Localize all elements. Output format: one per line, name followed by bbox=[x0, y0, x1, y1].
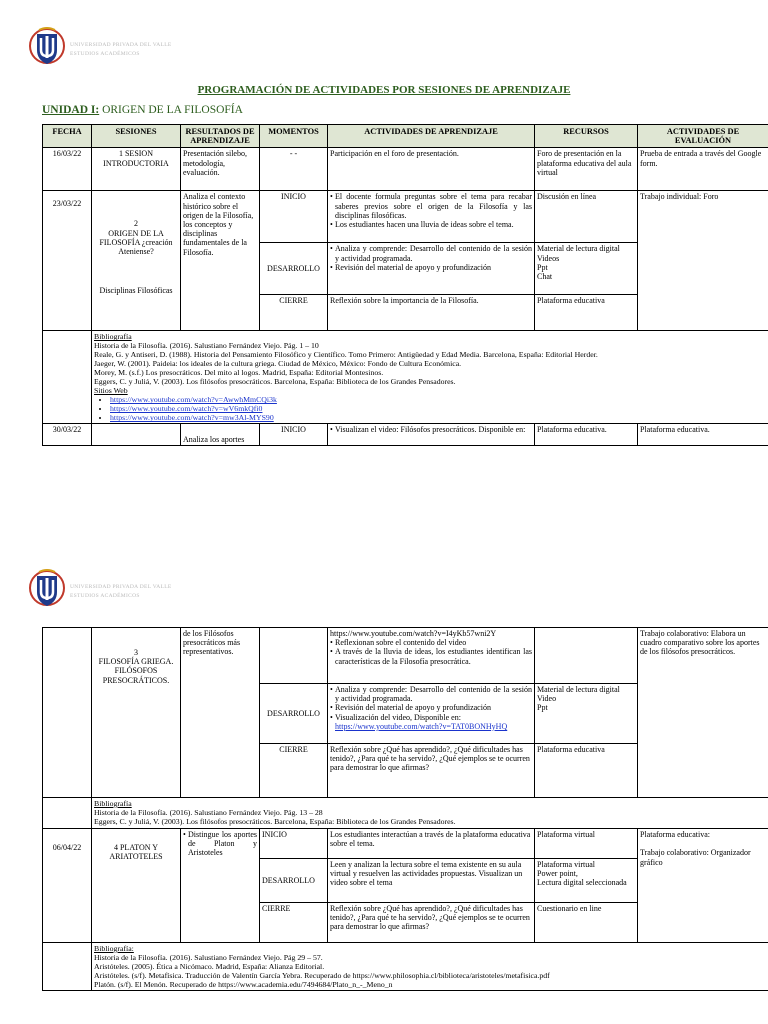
evaluation: Plataforma educativa: Trabajo colaborativo: Organizador gráfico bbox=[638, 829, 768, 943]
col-recursos: RECURSOS bbox=[535, 125, 638, 148]
session-name: 1 SESION INTRODUCTORIA bbox=[92, 148, 181, 191]
col-sesiones: SESIONES bbox=[92, 125, 181, 148]
learning-result: Analiza los aportes bbox=[181, 424, 260, 446]
bibliography: Bibliografía Historia de la Filosofía. (2016). Salustiano Fernández Viejo. Pág. 1 – 10 Reale, G. y Antiseri, D. (1988). Historia del Pensamiento Filosófico y Científico. Tomo Primero: Antigüedad y Edad Media. Barcelona, España: Editorial Herder. Jaeger, W. (2001). Paideia: los ideales de la cultura griega. Ciudad de México, México: Fondo de Cultura Económica. Morey, M. (s.f.) Los presocráticos. Del mito al logos. Madrid, España: Editorial Montesinos. Eggers, C. y Juliá, V. (2003). Los filósofos presocráticos. Barcelona, España: Biblioteca de los Grandes Pensadores. Sitios Web • https://www.youtube.com/watch?v=AwwhMmCQi3k • https://www.youtube.com/watch?v=wV6mkQfi0 • https://www.youtube.com/watch?v=mw3Al-MYS90 bbox=[92, 331, 768, 424]
table-row bbox=[43, 829, 768, 859]
col-actividades: ACTIVIDADES DE APRENDIZAJE bbox=[328, 125, 535, 148]
document-title: PROGRAMACIÓN DE ACTIVIDADES POR SESIONES DE APRENDIZAJE bbox=[197, 84, 571, 96]
website-link[interactable]: https://www.youtube.com/watch?v=wV6mkQfi0 bbox=[110, 404, 263, 414]
moment-cierre: CIERRE bbox=[260, 295, 328, 331]
table-row bbox=[43, 148, 768, 191]
evaluation: Prueba de entrada a través del Google form. bbox=[638, 148, 768, 191]
moment-cierre: CIERRE bbox=[260, 903, 328, 943]
col-momentos: MOMENTOS bbox=[260, 125, 328, 148]
activity: Reflexión sobre la importancia de la Filosofía. bbox=[328, 295, 535, 331]
table-header-row bbox=[43, 125, 768, 148]
activity: Participación en el foro de presentación. bbox=[328, 148, 535, 191]
unit-heading: UNIDAD I: ORIGEN DE LA FILOSOFÍA bbox=[42, 104, 243, 116]
moment: - - bbox=[260, 148, 328, 191]
session-date: 23/03/22 bbox=[43, 191, 92, 331]
resources: Material de lectura digital Video Ppt bbox=[535, 684, 638, 744]
table-row bbox=[43, 628, 768, 684]
moment-cierre: CIERRE bbox=[260, 744, 328, 798]
session-name: 3 FILOSOFÍA GRIEGA. FILÓSOFOS PRESOCRÁTICOS. bbox=[92, 628, 181, 798]
bibliography: Bibliografía Historia de la Filosofía. (2016). Salustiano Fernández Viejo. Pág. 13 – 28 Eggers, C. y Juliá, V. (2003). Los filósofos presocráticos. Barcelona, España: Biblioteca de los Grandes Pensadores. bbox=[92, 798, 768, 829]
resources: Plataforma educativa bbox=[535, 295, 638, 331]
evaluation: Trabajo individual: Foro bbox=[638, 191, 768, 331]
activity: Reflexión sobre ¿Qué has aprendido?, ¿Qué dificultades has tenido?, ¿Para qué te ha servido?, ¿Qué ejemplos se te ocurren para demostrar lo que afirmas? bbox=[328, 744, 535, 798]
resources: Discusión en línea bbox=[535, 191, 638, 243]
table-row bbox=[43, 191, 768, 243]
resources: Plataforma educativa. bbox=[535, 424, 638, 446]
activity: Reflexión sobre ¿Qué has aprendido?, ¿Qué dificultades has tenido?, ¿Para qué te ha servido?, ¿Qué ejemplos se te ocurren para demostrar lo que afirmas? bbox=[328, 903, 535, 943]
resources: Cuestionario en line bbox=[535, 903, 638, 943]
activity: • El docente formula preguntas sobre el tema para recabar saberes previos sobre el origen de la Filosofía y las disciplinas filosóficas. • Los estudiantes hacen una lluvia de ideas sobre el tema. bbox=[328, 191, 535, 243]
bibliography: Bibliografía: Historia de la Filosofía. (2016). Salustiano Fernández Viejo. Pág 29 – 57. Aristóteles. (2005). Ética a Nicómaco. Madrid, España: Alianza Editorial. Aristóteles. (s/f). Metafísica. Traducción de Valentín García Yebra. Recuperado de https://www.philosophia.cl/biblioteca/aristoteles/metafisica.pdf Platón. (s/f). El Menón. Recuperado de https://www.academia.edu/7494684/Plato_n_-_Meno_n bbox=[92, 943, 768, 991]
resources: Plataforma educativa bbox=[535, 744, 638, 798]
sessions-table-page2 bbox=[42, 627, 768, 991]
university-logo-icon bbox=[28, 566, 66, 612]
moment-desarrollo: DESARROLLO bbox=[260, 243, 328, 295]
university-name: UNIVERSIDAD PRIVADA DEL VALLE ESTUDIOS ACADÉMICOS bbox=[70, 584, 172, 599]
bibliography-row bbox=[43, 331, 768, 424]
moment-desarrollo: DESARROLLO bbox=[260, 859, 328, 903]
bibliography-row bbox=[43, 943, 768, 991]
activity: Los estudiantes interactúan a través de la plataforma educativa sobre el tema. bbox=[328, 829, 535, 859]
session-date: 16/03/22 bbox=[43, 148, 92, 191]
evaluation: Trabajo colaborativo: Elabora un cuadro comparativo sobre los aportes de los filósofos presocráticos. bbox=[638, 628, 768, 798]
website-link[interactable]: https://www.youtube.com/watch?v=mw3Al-MYS90 bbox=[110, 413, 274, 423]
moment-inicio: INICIO bbox=[260, 829, 328, 859]
resources: Plataforma virtual Power point, Lectura digital seleccionada bbox=[535, 859, 638, 903]
activity: • Analiza y comprende: Desarrollo del contenido de la sesión y actividad programada. • Revisión del material de apoyo y profundización • Visualización del video, Disponible en: https://www.youtube.com/watch?v=TAT0BONHyHQ bbox=[328, 684, 535, 744]
learning-result: • Distingue los aportes de Platon y Aristoteles bbox=[181, 829, 260, 943]
session-date: 30/03/22 bbox=[43, 424, 92, 446]
col-resultados: RESULTADOS DE APRENDIZAJE bbox=[181, 125, 260, 148]
moment-inicio: INICIO bbox=[260, 424, 328, 446]
col-evaluacion: ACTIVIDADES DE EVALUACIÓN bbox=[638, 125, 768, 148]
resources: Foro de presentación en la plataforma educativa del aula virtual bbox=[535, 148, 638, 191]
activity: https://www.youtube.com/watch?v=I4yKb57wni2Y • Reflexionan sobre el contenido del video • A través de la lluvia de ideas, los estudiantes identifican las características de la Filosofía presocrática. bbox=[328, 628, 535, 684]
session-name: 2 ORIGEN DE LA FILOSOFÍA ¿creación Ateniense? Disciplinas Filosóficas bbox=[92, 191, 181, 331]
video-link[interactable]: https://www.youtube.com/watch?v=TAT0BONHyHQ bbox=[335, 721, 508, 731]
table-row bbox=[43, 424, 768, 446]
learning-result: Analiza el contexto histórico sobre el origen de la Filosofía, los conceptos y disciplinas fundamentales de la Filosofía. bbox=[181, 191, 260, 331]
resources: Material de lectura digital Videos Ppt Chat bbox=[535, 243, 638, 295]
learning-result: de los Filósofos presocráticos más representativos. bbox=[181, 628, 260, 798]
col-fecha: FECHA bbox=[43, 125, 92, 148]
evaluation: Plataforma educativa. bbox=[638, 424, 768, 446]
session-name: 4 PLATON Y ARIATOTELES bbox=[92, 829, 181, 943]
university-name: UNIVERSIDAD PRIVADA DEL VALLE ESTUDIOS ACADÉMICOS bbox=[70, 42, 172, 57]
session-date: 06/04/22 bbox=[43, 829, 92, 943]
resources: Plataforma virtual bbox=[535, 829, 638, 859]
sessions-table-page1 bbox=[42, 124, 768, 446]
bibliography-row bbox=[43, 798, 768, 829]
activity: • Visualizan el video: Filósofos presocráticos. Disponible en: bbox=[328, 424, 535, 446]
learning-result: Presentación silebo, metodología, evaluación. bbox=[181, 148, 260, 191]
activity: • Analiza y comprende: Desarrollo del contenido de la sesión y actividad programada. • Revisión del material de apoyo y profundización bbox=[328, 243, 535, 295]
activity: Leen y analizan la lectura sobre el tema existente en su aula virtual y resuelven las actividades propuestas. Visualizan un video sobre el tema bbox=[328, 859, 535, 903]
university-logo-icon bbox=[28, 24, 66, 70]
moment-inicio: INICIO bbox=[260, 191, 328, 243]
website-link[interactable]: https://www.youtube.com/watch?v=AwwhMmCQi3k bbox=[110, 395, 277, 405]
moment-desarrollo: DESARROLLO bbox=[260, 684, 328, 744]
